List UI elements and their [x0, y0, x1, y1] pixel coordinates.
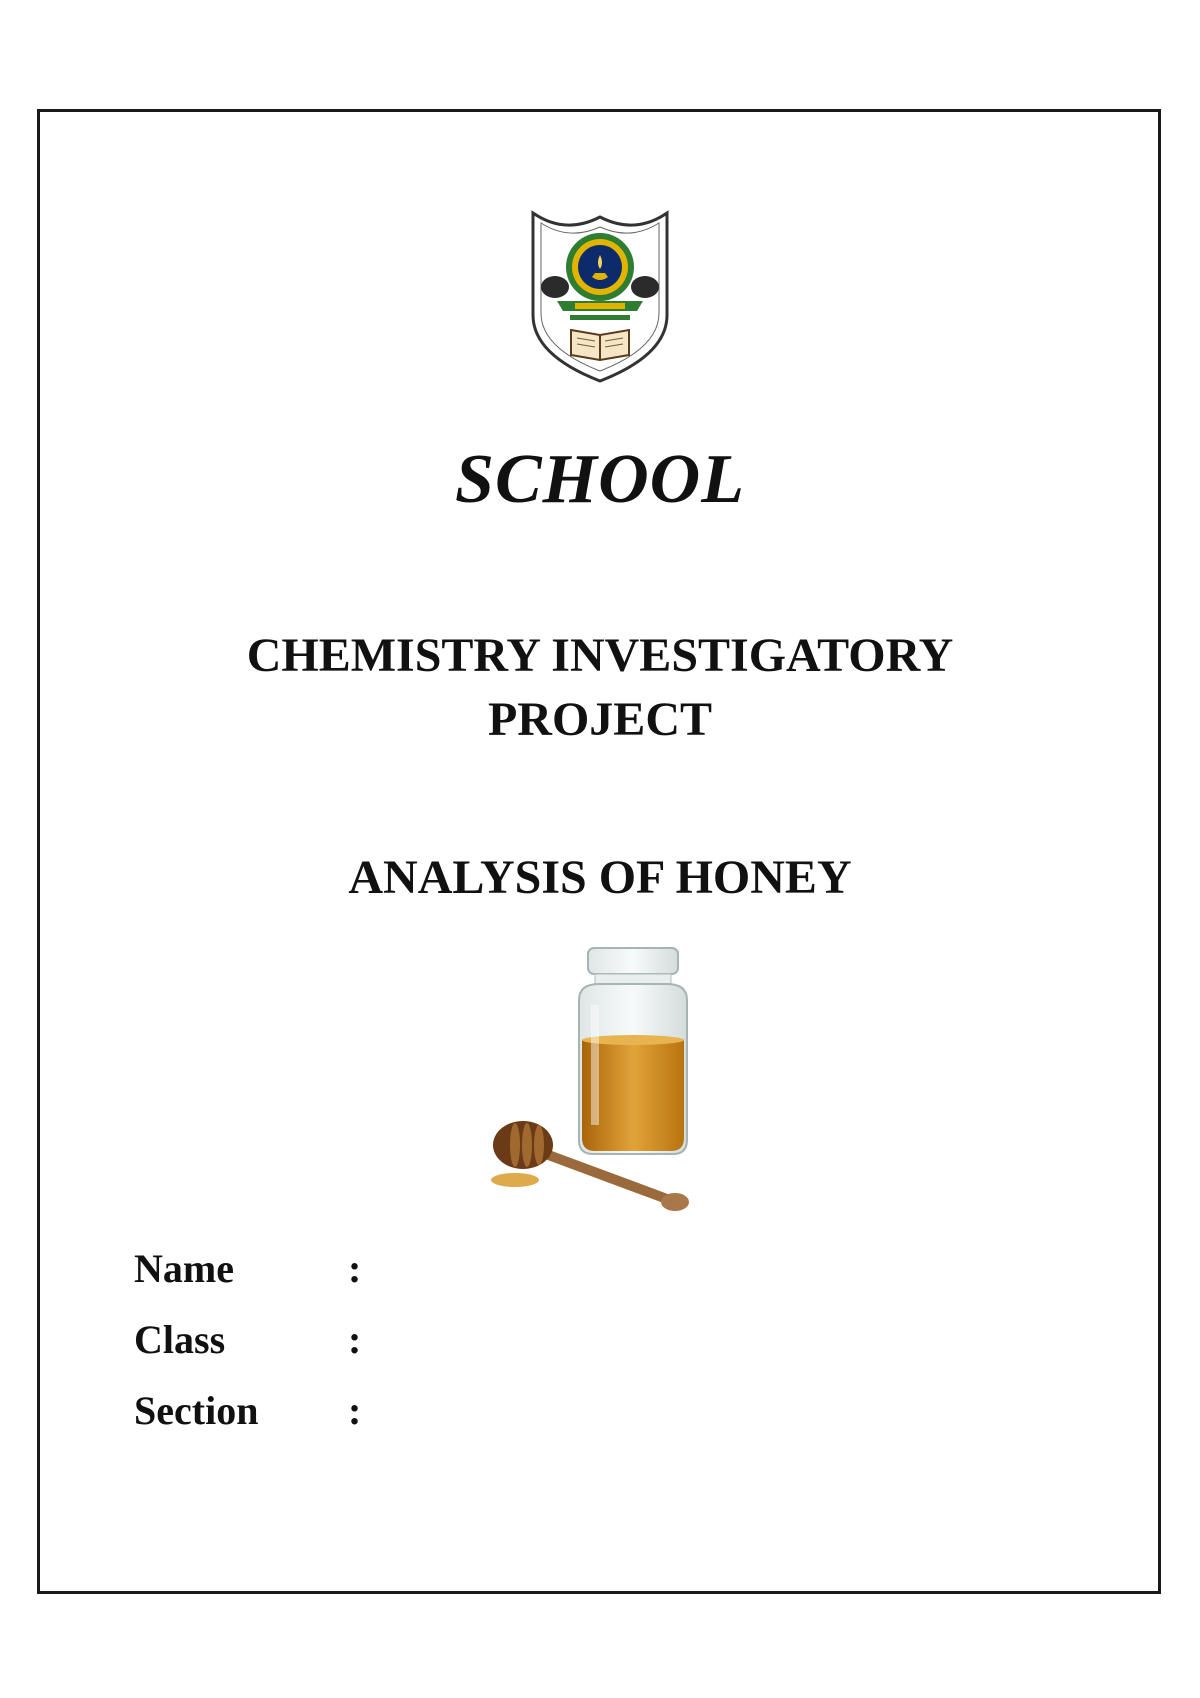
class-separator: :: [348, 1317, 362, 1362]
class-label: Class: [134, 1317, 226, 1362]
name-separator: :: [348, 1246, 362, 1291]
project-title-line-2: PROJECT: [487, 693, 712, 746]
section-label: Section: [134, 1388, 259, 1433]
name-label: Name: [134, 1246, 234, 1291]
topic-title: ANALYSIS OF HONEY: [348, 851, 852, 904]
school-emblem-icon: [525, 205, 675, 385]
section-separator: :: [348, 1388, 362, 1433]
honey-jar-image: [475, 940, 725, 1220]
project-title: [0, 624, 1200, 752]
school-title: SCHOOL: [455, 441, 745, 518]
project-title-line-1: CHEMISTRY INVESTIGATORY: [246, 629, 954, 682]
